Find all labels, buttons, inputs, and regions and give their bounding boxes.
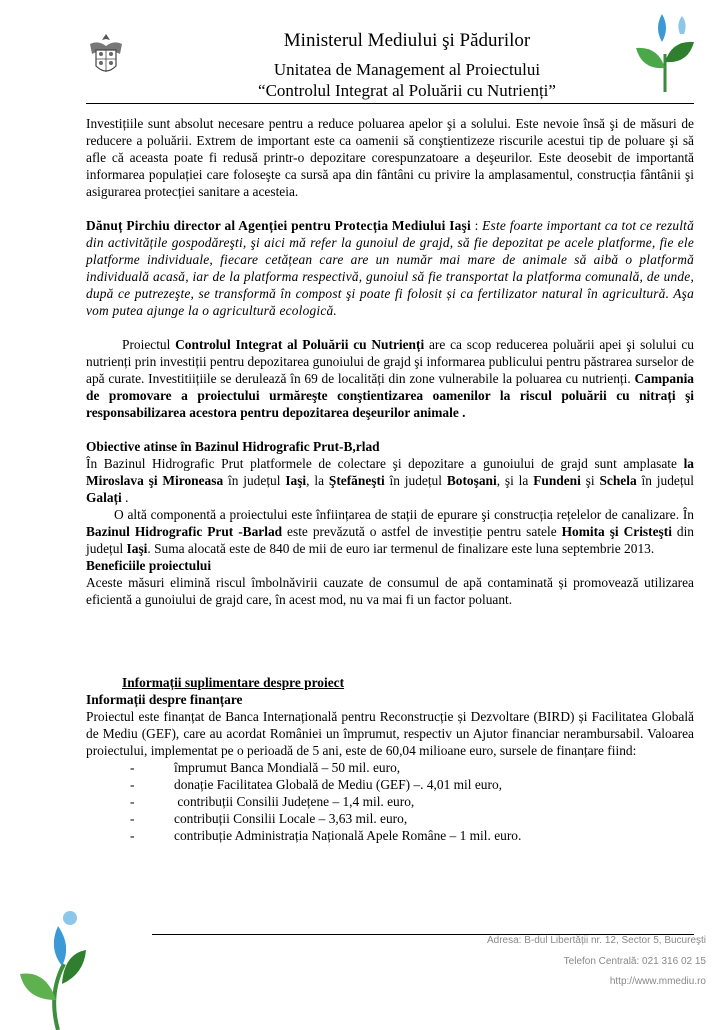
list-item: - contribuții Consilii Locale – 3,63 mil. euro, [130, 811, 408, 826]
list-item: - contribuție Administrația Națională Apele Române – 1 mil. euro. [130, 828, 522, 843]
footer-address: Adresa: B-dul Libertății nr. 12, Sector 5, Bucureşti [487, 935, 706, 946]
project-paragraph: Proiectul Controlul Integrat al Poluării cu Nutrienți are ca scop reducerea poluării apei şi solului cu nutrienți prin investiții pentru depozitarea gunoiului de grajd şi informarea publicului pentru păstrarea surselor de apă curate. Investitiițiile se derulează în 69 de localități din zone vulnerabile la poluarea cu nutrienți. Campania de promovare a proiectului urmăreşte conştientizarea oamenilor la riscul poluării cu nitrați şi responsabilizarea acestora pentru depozitarea deşeurilor animale . [86, 337, 694, 420]
quote-speaker: Dănuț Pirchiu director al Agenției pentru Protecția Mediului Iaşi [86, 218, 471, 233]
quote-text: Este foarte important ca tot ce rezultă din activitățile gospodăreşti, şi aici mă refer la gunoiul de grajd, să fie depozitat pe acele platforme, fie ele platforme individuale, fiecare cetățean care are un număr mai mare de animale să aibă o platformă individuală acasă, iar de la platforma respectivă, gunoiul să fie transportat la platforma comunală, de unde, după ce putrezeşte, se transformă în compost şi poate fi folosit și ca fertilizator natural în agricultură. Aşa vom putea ajunge la o agricultură ecologică. [86, 218, 694, 318]
unit-title: Unitatea de Management al Proiectului [273, 60, 541, 79]
ministry-title: Ministerul Mediului şi Pădurilor [283, 30, 531, 51]
list-item: - donație Facilitatea Globală de Mediu (GEF) –. 4,01 mil euro, [130, 777, 502, 792]
objectives-paragraph-1: În Bazinul Hidrografic Prut platformele de colectare şi depozitare a gunoiului de grajd sunt amplasate la Miroslava şi Mironeasa în județul Iaşi, la Ştefăneşti în județul Botoşani, şi la Fundeni şi Schela în județul Galați . [86, 456, 694, 505]
funding-paragraph: Proiectul este finanțat de Banca Internațională pentru Reconstrucție și Dezvoltare (BIRD) și Facilitatea Globală de Mediu (GEF), care au acordat României un împrumut, respectiv un Ajutor financiar nerambursabil. Valoarea proiectului, implementat pe o perioadă de 5 ani, este de 60,04 milioane euro, sursele de finanțare fiind: [86, 709, 694, 758]
intro-paragraph: Investițiile sunt absolut necesare pentru a reduce poluarea apelor şi a solului. Este nevoie însă şi de măsuri de reducere a poluării. Extrem de important este ca oamenii să conştientizeze riscurile acestui tip de poluare şi să afle că aceasta poate fi redusă printr-o depozitare corespunzatoare a deşeurilor. Este deosebit de importantă informarea populației care foloseşte ca sursă apa din fântâni cu privire la amplasamentul, construcția fântânii şi asigurarea protecției sanitare a acesteia. [86, 116, 694, 199]
extra-info-heading: Informații suplimentare despre proiect [122, 675, 345, 690]
plant-logo-icon [632, 8, 698, 94]
header-rule [86, 103, 694, 104]
leaf-figure-icon [18, 904, 88, 1030]
funding-heading: Informații despre finanțare [86, 692, 243, 707]
benefits-paragraph: Aceste măsuri elimină riscul îmbolnăvirii cauzate de consumul de apă contaminată și promovează utilizarea eficientă a gunoiului de grajd care, în acest mod, nu va mai fi un factor poluant. [86, 575, 694, 607]
quote-paragraph: Dănuț Pirchiu director al Agenției pentru Protecția Mediului Iaşi : Este foarte important ca tot ce rezultă din activitățile gospodăreşti, şi aici mă refer la gunoiul de grajd, să fie depozitat pe acele platforme, fie ele platforme individuale, fiecare cetățean care are un număr mai mare de animale să aibă o platformă individuală acasă, iar de la platforma respectivă, gunoiul să fie transportat la platforma comunală, de unde, după ce putrezeşte, se transformă în compost şi poate fi folosit și ca fertilizator natural în agricultură. Aşa vom putea ajunge la o agricultură ecologică. [86, 218, 694, 318]
project-title: “Controlul Integrat al Poluării cu Nutrienți” [258, 81, 556, 100]
funding-list [86, 759, 694, 844]
footer-website: http://www.mmediu.ro [609, 976, 706, 987]
document-body [86, 115, 694, 844]
objectives-heading: Obiective atinse în Bazinul Hidrografic Prut-B,rlad [86, 439, 380, 454]
list-item: - împrumut Banca Mondială – 50 mil. euro, [130, 760, 401, 775]
list-item: - contribuții Consilii Județene – 1,4 mil. euro, [130, 794, 415, 809]
footer-phone: Telefon Centrală: 021 316 02 15 [563, 956, 706, 967]
objectives-paragraph-2: O altă componentă a proiectului este înființarea de stații de epurare şi construcția rețelelor de canalizare. În Bazinul Hidrografic Prut -Barlad este prevăzută o astfel de investiție pentru satele Homita şi Cristeşti din județul Iaşi. Suma alocată este de 840 de mii de euro iar termenul de finalizare este luna septembrie 2013. [86, 507, 694, 556]
benefits-heading: Beneficiile proiectului [86, 558, 212, 573]
coat-of-arms-icon [86, 32, 126, 78]
letterhead [0, 0, 728, 106]
